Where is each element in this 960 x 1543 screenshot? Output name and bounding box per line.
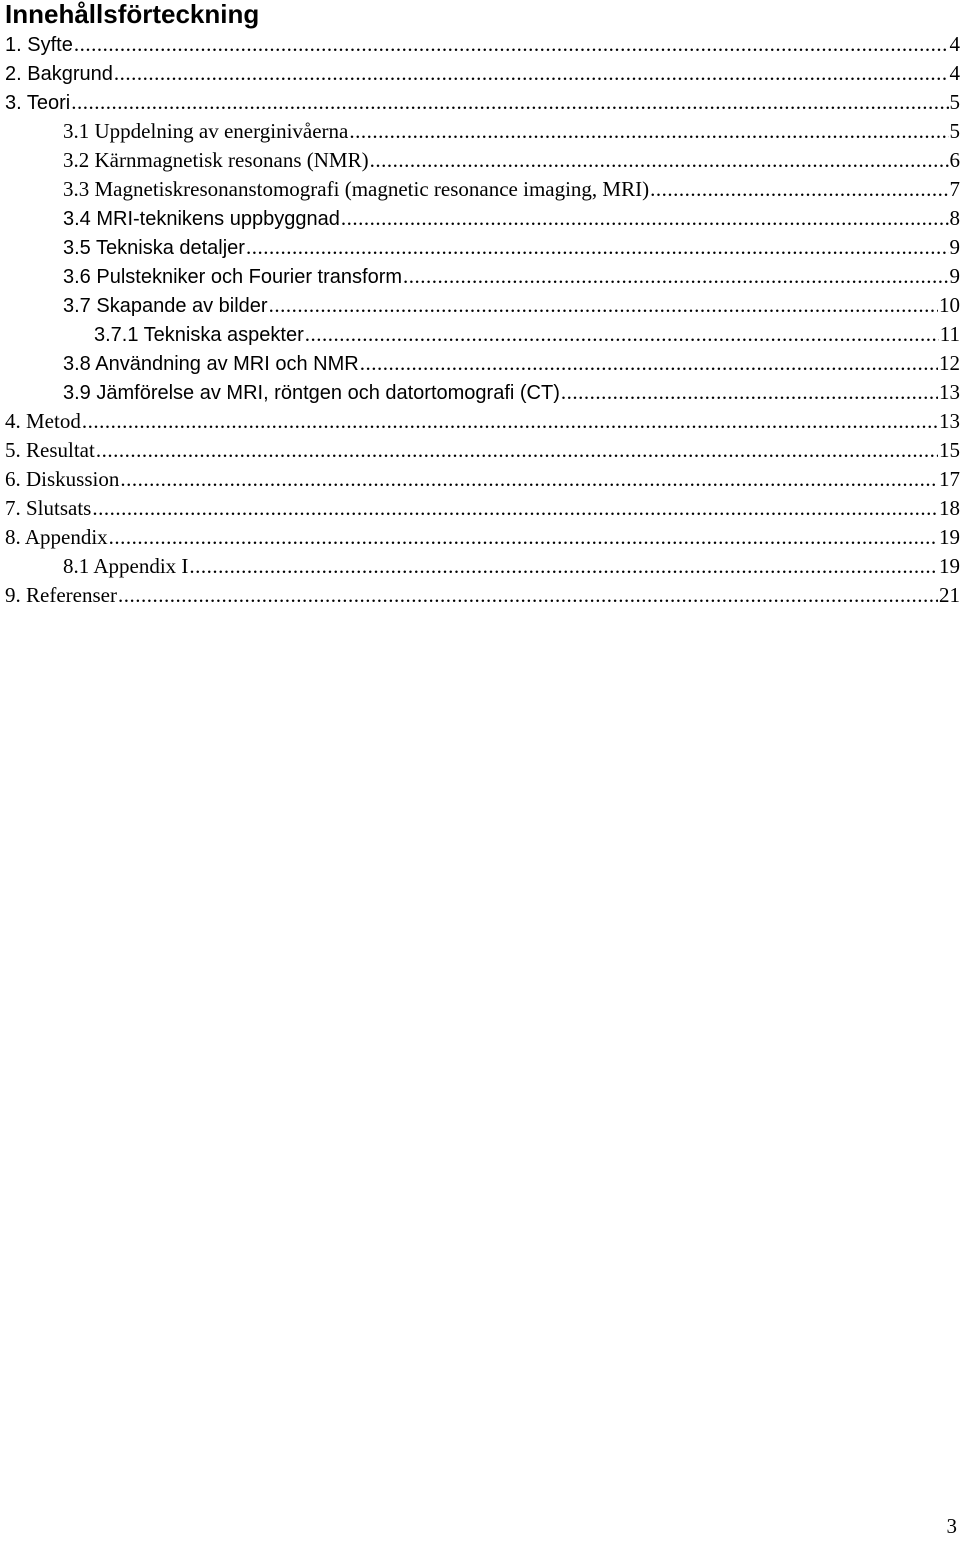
dot-leader (341, 204, 949, 233)
dot-leader (74, 30, 949, 59)
toc-entry-label: 6. Diskussion (5, 467, 120, 491)
toc-entry-page: 4 (949, 61, 960, 85)
toc-entry-page: 8 (949, 206, 960, 230)
dot-leader (305, 320, 939, 349)
toc-entry-label: 5. Resultat (5, 438, 95, 462)
dot-leader (246, 233, 949, 262)
toc-entry-3-4[interactable] (0, 204, 960, 233)
dot-leader (189, 552, 938, 581)
toc-entry-page: 11 (939, 322, 960, 346)
toc-entry-referenser[interactable] (0, 581, 960, 610)
dot-leader (360, 349, 938, 378)
toc-entry-metod[interactable] (0, 407, 960, 436)
dot-leader (96, 436, 938, 465)
toc-entry-page: 10 (939, 293, 960, 317)
toc-entry-3-7-1[interactable] (0, 320, 960, 349)
toc-entry-teori[interactable] (0, 88, 960, 117)
dot-leader (118, 581, 938, 610)
toc-entry-slutsats[interactable] (0, 494, 960, 523)
toc-entry-label: 8. Appendix (5, 525, 108, 549)
toc-entry-bakgrund[interactable] (0, 59, 960, 88)
toc-entry-label: 9. Referenser (5, 583, 117, 607)
toc-entry-label: 2. Bakgrund (5, 63, 113, 85)
toc-entry-page: 17 (939, 467, 960, 491)
toc-entry-page: 19 (939, 525, 960, 549)
toc-entry-page: 4 (949, 32, 960, 56)
toc-entry-3-7[interactable] (0, 291, 960, 320)
toc-entry-page: 13 (939, 380, 960, 404)
toc-entry-3-8[interactable] (0, 349, 960, 378)
toc-entry-label: 3.2 Kärnmagnetisk resonans (NMR) (63, 148, 369, 172)
toc-entry-label: 1. Syfte (5, 34, 73, 56)
toc-entry-page: 9 (949, 235, 960, 259)
dot-leader (120, 465, 938, 494)
toc-entry-8-1[interactable] (0, 552, 960, 581)
toc-entry-page: 21 (939, 583, 960, 607)
dot-leader (269, 291, 938, 320)
dot-leader (349, 117, 948, 146)
toc-entry-label: 4. Metod (5, 409, 81, 433)
toc-title: Innehållsförteckning (5, 0, 260, 29)
dot-leader (109, 523, 938, 552)
toc-entry-3-6[interactable] (0, 262, 960, 291)
toc-entry-page: 6 (949, 148, 960, 172)
toc-entry-page: 18 (939, 496, 960, 520)
toc-entry-3-1[interactable] (0, 117, 960, 146)
toc-entry-label: 3.5 Tekniska detaljer (63, 237, 245, 259)
toc-entry-label: 3.7 Skapande av bilder (63, 295, 268, 317)
toc-entry-label: 3.3 Magnetiskresonanstomografi (magnetic resonance imaging, MRI) (63, 177, 650, 201)
toc-entry-syfte[interactable] (0, 30, 960, 59)
toc-entry-appendix[interactable] (0, 523, 960, 552)
toc-entry-label: 3.4 MRI-teknikens uppbyggnad (63, 208, 340, 230)
toc-entry-page: 12 (939, 351, 960, 375)
toc-entry-label: 3.6 Pulstekniker och Fourier transform (63, 266, 403, 288)
toc-entry-page: 15 (939, 438, 960, 462)
toc-entry-label: 3.7.1 Tekniska aspekter (94, 324, 304, 346)
toc-entry-page: 9 (949, 264, 960, 288)
toc-entry-diskussion[interactable] (0, 465, 960, 494)
dot-leader (370, 146, 949, 175)
toc-entry-label: 3.1 Uppdelning av energinivåerna (63, 119, 349, 143)
dot-leader (650, 175, 948, 204)
toc-entry-label: 3.9 Jämförelse av MRI, röntgen och datortomografi (CT) (63, 382, 560, 404)
toc-entry-page: 19 (939, 554, 960, 578)
toc-entry-3-3[interactable] (0, 175, 960, 204)
toc-entry-3-2[interactable] (0, 146, 960, 175)
toc-entry-resultat[interactable] (0, 436, 960, 465)
toc-entry-page: 7 (949, 177, 960, 201)
toc-entry-label: 3. Teori (5, 92, 71, 114)
dot-leader (92, 494, 938, 523)
dot-leader (82, 407, 938, 436)
toc-entry-3-9[interactable] (0, 378, 960, 407)
toc-entry-3-5[interactable] (0, 233, 960, 262)
toc-entry-label: 8.1 Appendix I (63, 554, 189, 578)
dot-leader (71, 88, 948, 117)
dot-leader (114, 59, 949, 88)
table-of-contents (0, 30, 960, 610)
toc-entry-label: 3.8 Användning av MRI och NMR (63, 353, 359, 375)
dot-leader (561, 378, 938, 407)
page-number: 3 (946, 1514, 957, 1538)
toc-entry-page: 5 (949, 119, 960, 143)
toc-entry-label: 7. Slutsats (5, 496, 92, 520)
toc-entry-page: 13 (939, 409, 960, 433)
toc-entry-page: 5 (949, 90, 960, 114)
dot-leader (403, 262, 948, 291)
